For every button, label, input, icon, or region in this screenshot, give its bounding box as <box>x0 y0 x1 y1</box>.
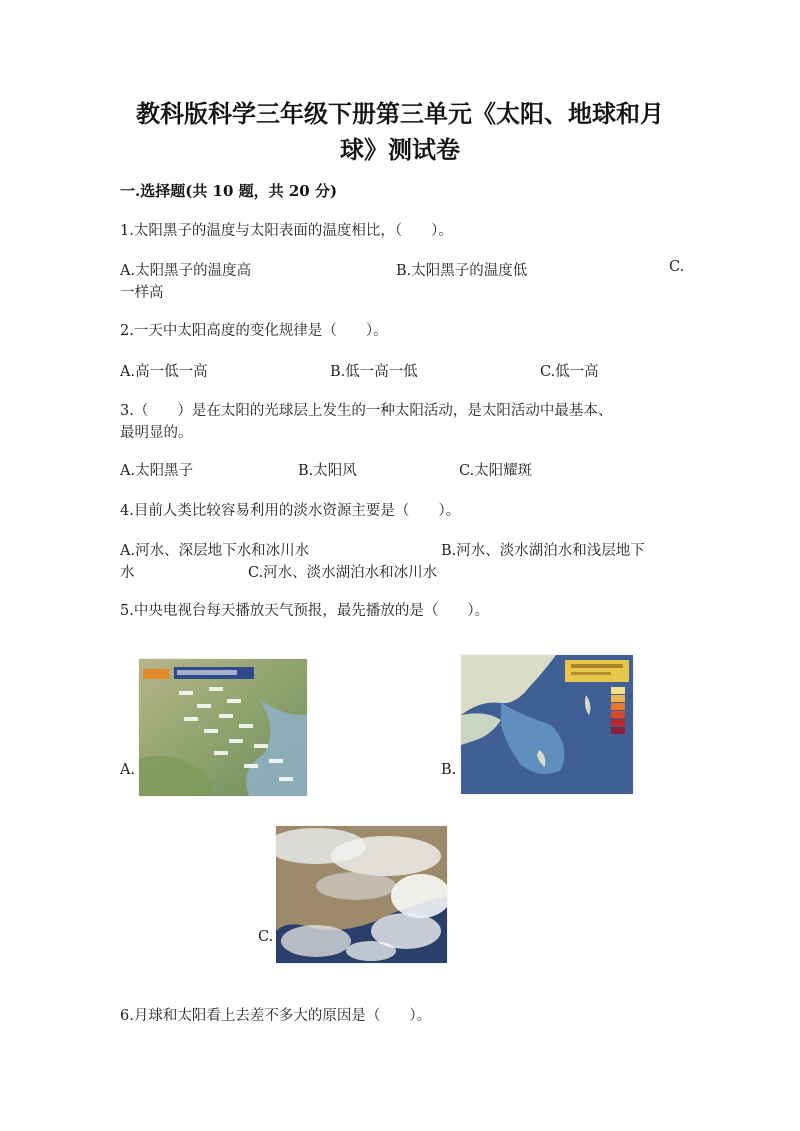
question-1-option-c-prefix[interactable]: C. <box>669 259 685 275</box>
question-1-option-b[interactable]: B.太阳黑子的温度低 <box>396 263 528 279</box>
question-1-option-c-text[interactable]: 一样高 <box>120 285 164 301</box>
section-heading: 一.选择题(共 10 题，共 20 分) <box>120 182 338 200</box>
question-3-option-b[interactable]: B.太阳风 <box>298 463 357 479</box>
satellite-cloud-image[interactable] <box>276 826 447 963</box>
satellite-cloud-graphic <box>276 826 447 963</box>
question-5-option-c-label[interactable]: C. <box>258 929 274 945</box>
question-2-stem: 2.一天中太阳高度的变化规律是（ ）。 <box>120 323 388 339</box>
forecast-map-image[interactable] <box>139 659 307 796</box>
question-4-stem: 4.目前人类比较容易利用的淡水资源主要是（ ）。 <box>120 503 461 519</box>
question-2-option-a[interactable]: A.高一低一高 <box>120 364 208 380</box>
page-title-line-1: 教科版科学三年级下册第三单元《太阳、地球和月 <box>136 99 664 128</box>
question-4-option-b-line-2[interactable]: 水 <box>120 565 135 581</box>
question-1-stem: 1.太阳黑子的温度与太阳表面的温度相比，（ ）。 <box>120 223 453 239</box>
ocean-map-graphic <box>461 655 633 794</box>
forecast-map-graphic <box>139 659 307 796</box>
question-3-stem-line-2: 最明显的。 <box>120 425 193 441</box>
question-3-option-c[interactable]: C.太阳耀斑 <box>459 463 533 479</box>
question-5-stem: 5.中央电视台每天播放天气预报，最先播放的是（ ）。 <box>120 603 490 619</box>
question-4-option-b-line-1[interactable]: B.河水、淡水湖泊水和浅层地下 <box>441 543 645 559</box>
question-4-option-a[interactable]: A.河水、深层地下水和冰川水 <box>120 543 310 559</box>
question-1-option-a[interactable]: A.太阳黑子的温度高 <box>120 263 252 279</box>
question-3-option-a[interactable]: A.太阳黑子 <box>120 463 194 479</box>
question-2-option-c[interactable]: C.低一高 <box>540 364 599 380</box>
page-title-line-2: 球》测试卷 <box>340 135 460 164</box>
question-2-option-b[interactable]: B.低一高一低 <box>330 364 418 380</box>
ocean-map-image[interactable] <box>461 655 633 794</box>
question-5-option-b-label[interactable]: B. <box>441 762 457 778</box>
question-6-stem: 6.月球和太阳看上去差不多大的原因是（ ）。 <box>120 1008 432 1024</box>
question-4-option-c[interactable]: C.河水、淡水湖泊水和冰川水 <box>248 565 438 581</box>
question-5-option-a-label[interactable]: A. <box>120 762 136 778</box>
question-3-stem-line-1: 3.（ ）是在太阳的光球层上发生的一种太阳活动，是太阳活动中最基本、 <box>120 403 613 419</box>
